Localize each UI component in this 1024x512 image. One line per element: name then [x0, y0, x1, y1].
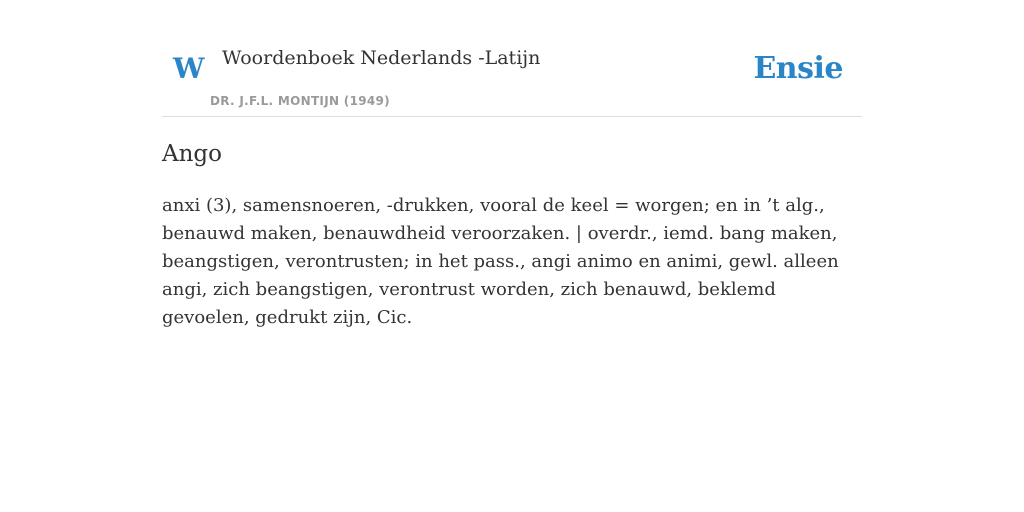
dictionary-author: DR. J.F.L. MONTIJN (1949)	[210, 94, 390, 108]
entry-definition: anxi (3), samensnoeren, -drukken, vooral de keel = worgen; en in ’t alg., benauwd maken, benauwdheid veroorzaken. | overdr., iemd. bang maken, beangstigen, verontrusten; in het pass., angi animo en animi, gewl. alleen angi, zich beangstigen, verontrust worden, zich benauwd, beklemd gevoelen, gedrukt zijn, Cic.	[162, 195, 839, 328]
dictionary-header	[162, 0, 862, 117]
entry-headword: Ango	[162, 141, 222, 167]
dictionary-title[interactable]: Woordenboek Nederlands -Latijn	[222, 47, 541, 69]
page-container	[162, 0, 862, 512]
dictionary-logo-icon[interactable]: W	[173, 52, 205, 85]
ensie-brand-logo[interactable]: Ensie	[753, 51, 843, 86]
